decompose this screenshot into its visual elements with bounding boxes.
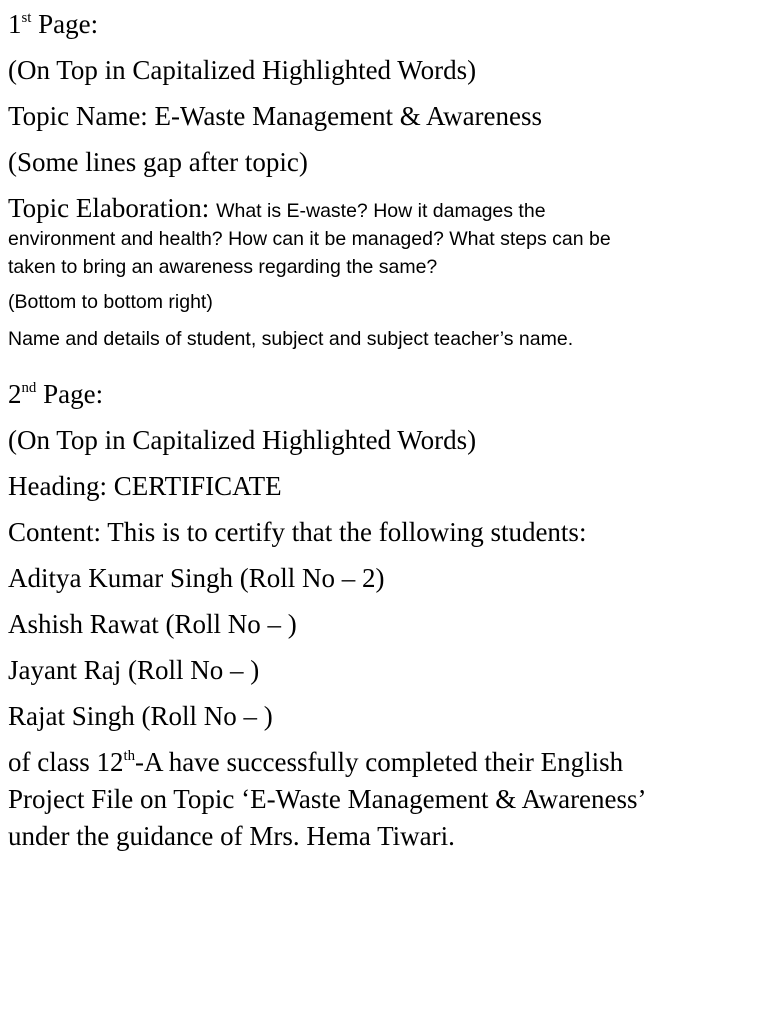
page2-closing-line1 bbox=[8, 746, 623, 778]
page1-heading bbox=[8, 8, 98, 40]
page1-elaboration-text1: What is E-waste? How it damages the bbox=[216, 200, 546, 222]
student-line: Ashish Rawat (Roll No – ) bbox=[8, 609, 297, 639]
page1-heading-number: 1 bbox=[8, 9, 22, 39]
page2-heading-text: Page: bbox=[36, 379, 104, 409]
page1-gap-note: (Some lines gap after topic) bbox=[8, 147, 308, 177]
page1-student-details: Name and details of student, subject and subject teacher’s name. bbox=[8, 328, 574, 350]
page2-heading-ordinal: nd bbox=[21, 379, 37, 396]
page1-elaboration-line2: environment and health? How can it be managed? What steps can be bbox=[8, 228, 611, 250]
page2-closing-ordinal: th bbox=[123, 747, 136, 764]
page2-closing-suffix: -A have successfully completed their English bbox=[135, 747, 624, 777]
page2-heading-number: 2 bbox=[8, 379, 22, 409]
page1-top-note: (On Top in Capitalized Highlighted Words) bbox=[8, 55, 477, 85]
page2-closing-line2: Project File on Topic ‘E-Waste Management & Awareness’ bbox=[8, 784, 647, 814]
page1-heading-ordinal: st bbox=[21, 9, 32, 26]
page1-elaboration-line3: taken to bring an awareness regarding the same? bbox=[8, 256, 438, 278]
page1-elaboration-label: Topic Elaboration: bbox=[8, 193, 217, 223]
page2-certificate-heading: Heading: CERTIFICATE bbox=[8, 471, 282, 501]
student-line: Aditya Kumar Singh (Roll No – 2) bbox=[8, 563, 385, 593]
page2-heading bbox=[8, 378, 103, 410]
page1-heading-text: Page: bbox=[31, 9, 99, 39]
page1-elaboration-line1 bbox=[8, 192, 546, 229]
page2-content: Content: This is to certify that the following students: bbox=[8, 517, 587, 547]
page1-topic-name: Topic Name: E-Waste Management & Awareness bbox=[8, 101, 543, 131]
page1-bottom-note: (Bottom to bottom right) bbox=[8, 291, 213, 313]
student-line: Jayant Raj (Roll No – ) bbox=[8, 655, 260, 685]
page2-closing-prefix: of class 12 bbox=[8, 747, 124, 777]
page2-closing-line3: under the guidance of Mrs. Hema Tiwari. bbox=[8, 821, 455, 851]
student-line: Rajat Singh (Roll No – ) bbox=[8, 701, 273, 731]
page2-top-note: (On Top in Capitalized Highlighted Words) bbox=[8, 425, 477, 455]
